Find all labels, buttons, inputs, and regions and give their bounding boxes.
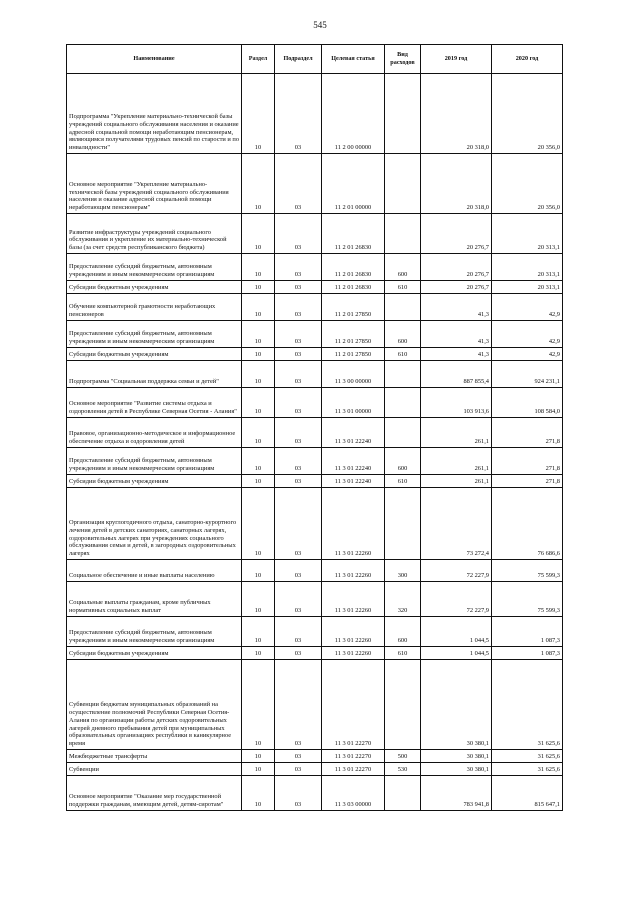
cell-2020: 20 313,1 [492, 214, 563, 254]
header-target-article: Целевая статья [322, 45, 385, 74]
cell-target-article: 11 3 01 22240 [322, 448, 385, 475]
table-row [67, 475, 563, 488]
cell-section: 10 [242, 348, 275, 361]
table-row [67, 361, 563, 388]
table-row [67, 321, 563, 348]
cell-target-article: 11 3 01 22270 [322, 750, 385, 763]
cell-section: 10 [242, 647, 275, 660]
cell-2019: 20 318,0 [421, 74, 492, 154]
cell-target-article: 11 3 01 22260 [322, 617, 385, 647]
table-row [67, 647, 563, 660]
cell-target-article: 11 2 01 27850 [322, 294, 385, 321]
cell-2020: 20 356,0 [492, 154, 563, 214]
cell-expense-type [385, 776, 421, 811]
header-expense-type: Вид расходов [385, 45, 421, 74]
cell-2020: 1 087,3 [492, 647, 563, 660]
cell-target-article: 11 2 01 26830 [322, 214, 385, 254]
cell-target-article: 11 3 01 22270 [322, 660, 385, 750]
cell-subsection: 03 [275, 776, 322, 811]
table-row [67, 560, 563, 582]
cell-name: Предоставление субсидий бюджетным, автономным учреждениям и иным некоммерческим организациям [67, 254, 242, 281]
cell-subsection: 03 [275, 214, 322, 254]
cell-2019: 20 276,7 [421, 281, 492, 294]
cell-section: 10 [242, 388, 275, 418]
cell-2020: 271,8 [492, 475, 563, 488]
cell-target-article: 11 2 01 27850 [322, 321, 385, 348]
cell-section: 10 [242, 750, 275, 763]
cell-2020: 31 625,6 [492, 763, 563, 776]
table-row [67, 154, 563, 214]
cell-2019: 30 380,1 [421, 763, 492, 776]
cell-section: 10 [242, 254, 275, 281]
cell-2019: 41,3 [421, 294, 492, 321]
cell-2019: 20 276,7 [421, 254, 492, 281]
cell-target-article: 11 2 00 00000 [322, 74, 385, 154]
cell-2020: 42,9 [492, 348, 563, 361]
cell-expense-type: 530 [385, 763, 421, 776]
cell-section: 10 [242, 418, 275, 448]
cell-section: 10 [242, 660, 275, 750]
cell-subsection: 03 [275, 475, 322, 488]
cell-expense-type: 300 [385, 560, 421, 582]
cell-2019: 261,1 [421, 475, 492, 488]
cell-target-article: 11 3 01 22240 [322, 418, 385, 448]
cell-name: Основное мероприятие "Оказание мер государственной поддержки гражданам, имеющим детей, детям-сиротам" [67, 776, 242, 811]
cell-subsection: 03 [275, 418, 322, 448]
table-header-row [67, 45, 563, 74]
cell-2020: 20 356,0 [492, 74, 563, 154]
cell-name: Подпрограмма "Социальная поддержка семьи и детей" [67, 361, 242, 388]
cell-section: 10 [242, 74, 275, 154]
cell-expense-type [385, 418, 421, 448]
cell-subsection: 03 [275, 617, 322, 647]
cell-section: 10 [242, 321, 275, 348]
cell-expense-type [385, 660, 421, 750]
table-row [67, 776, 563, 811]
cell-section: 10 [242, 582, 275, 617]
cell-2019: 30 380,1 [421, 750, 492, 763]
cell-target-article: 11 2 01 00000 [322, 154, 385, 214]
cell-section: 10 [242, 154, 275, 214]
cell-name: Межбюджетные трансферты [67, 750, 242, 763]
cell-2019: 72 227,9 [421, 560, 492, 582]
cell-subsection: 03 [275, 750, 322, 763]
cell-2019: 1 044,5 [421, 647, 492, 660]
cell-section: 10 [242, 617, 275, 647]
cell-name: Социальные выплаты гражданам, кроме публичных нормативных социальных выплат [67, 582, 242, 617]
cell-subsection: 03 [275, 647, 322, 660]
cell-section: 10 [242, 448, 275, 475]
cell-expense-type: 610 [385, 281, 421, 294]
cell-name: Обучение компьютерной грамотности неработающих пенсионеров [67, 294, 242, 321]
cell-expense-type: 600 [385, 448, 421, 475]
cell-2019: 20 276,7 [421, 214, 492, 254]
cell-expense-type: 500 [385, 750, 421, 763]
table-row [67, 418, 563, 448]
cell-expense-type [385, 488, 421, 560]
table-row [67, 388, 563, 418]
cell-section: 10 [242, 361, 275, 388]
table-row [67, 488, 563, 560]
cell-2019: 41,3 [421, 321, 492, 348]
cell-expense-type: 600 [385, 321, 421, 348]
cell-2019: 261,1 [421, 448, 492, 475]
header-subsection: Подраздел [275, 45, 322, 74]
cell-name: Субсидии бюджетным учреждениям [67, 348, 242, 361]
cell-expense-type: 610 [385, 475, 421, 488]
cell-2019: 73 272,4 [421, 488, 492, 560]
cell-subsection: 03 [275, 582, 322, 617]
cell-target-article: 11 3 01 22260 [322, 582, 385, 617]
table-row [67, 281, 563, 294]
table-body [67, 74, 563, 811]
cell-2020: 31 625,6 [492, 750, 563, 763]
cell-section: 10 [242, 294, 275, 321]
cell-2019: 261,1 [421, 418, 492, 448]
cell-2020: 1 087,3 [492, 617, 563, 647]
cell-target-article: 11 2 01 26830 [322, 281, 385, 294]
cell-name: Предоставление субсидий бюджетным, автономным учреждениям и иным некоммерческим организациям [67, 617, 242, 647]
budget-table [66, 44, 563, 811]
cell-name: Предоставление субсидий бюджетным, автономным учреждениям и иным некоммерческим организациям [67, 321, 242, 348]
cell-section: 10 [242, 475, 275, 488]
table-row [67, 750, 563, 763]
cell-expense-type [385, 294, 421, 321]
cell-name: Субвенции бюджетам муниципальных образований на осуществление полномочий Республики Северная Осетия-Алания по организации работы детских оздоровительных лагерей дневного пребывания детей при муниципальных образовательных организациях республики в каникулярное время [67, 660, 242, 750]
cell-name: Основное мероприятие "Развитие системы отдыха и оздоровления детей в Республике Северная Осетия - Алания" [67, 388, 242, 418]
cell-subsection: 03 [275, 488, 322, 560]
cell-2019: 783 941,8 [421, 776, 492, 811]
cell-2020: 75 599,3 [492, 582, 563, 617]
cell-expense-type [385, 154, 421, 214]
cell-target-article: 11 3 01 22270 [322, 763, 385, 776]
table-row [67, 448, 563, 475]
cell-2019: 887 855,4 [421, 361, 492, 388]
cell-name: Подпрограмма "Укрепление материально-технической базы учреждений социального обслуживания населения и оказание адресной социальной помощи неработающим пенсионерам, являющимся получателями трудовых пенсий по старости и по инвалидности" [67, 74, 242, 154]
cell-subsection: 03 [275, 281, 322, 294]
cell-2020: 42,9 [492, 321, 563, 348]
cell-name: Правовое, организационно-методическое и информационное обеспечение отдыха и оздоровления детей [67, 418, 242, 448]
table-row [67, 660, 563, 750]
cell-subsection: 03 [275, 763, 322, 776]
cell-expense-type [385, 74, 421, 154]
cell-expense-type: 320 [385, 582, 421, 617]
cell-section: 10 [242, 763, 275, 776]
cell-2020: 31 625,6 [492, 660, 563, 750]
cell-2020: 20 313,1 [492, 281, 563, 294]
cell-subsection: 03 [275, 361, 322, 388]
cell-name: Социальное обеспечение и иные выплаты населению [67, 560, 242, 582]
cell-section: 10 [242, 560, 275, 582]
cell-target-article: 11 3 01 22260 [322, 560, 385, 582]
table-row [67, 763, 563, 776]
page-number: 545 [313, 20, 327, 30]
cell-name: Субвенции [67, 763, 242, 776]
cell-name: Основное мероприятие "Укрепление материально-технической базы учреждений социального обслуживания населения и оказание адресной социальной помощи неработающим пенсионерам" [67, 154, 242, 214]
cell-subsection: 03 [275, 74, 322, 154]
header-name: Наименование [67, 45, 242, 74]
cell-2020: 42,9 [492, 294, 563, 321]
cell-subsection: 03 [275, 560, 322, 582]
cell-subsection: 03 [275, 388, 322, 418]
cell-target-article: 11 2 01 27850 [322, 348, 385, 361]
cell-2020: 924 231,1 [492, 361, 563, 388]
cell-2020: 20 313,1 [492, 254, 563, 281]
table-row [67, 294, 563, 321]
cell-2020: 271,8 [492, 418, 563, 448]
cell-2019: 41,3 [421, 348, 492, 361]
cell-expense-type: 600 [385, 254, 421, 281]
cell-2020: 815 647,1 [492, 776, 563, 811]
header-section: Раздел [242, 45, 275, 74]
cell-name: Субсидии бюджетным учреждениям [67, 475, 242, 488]
cell-2019: 20 318,0 [421, 154, 492, 214]
cell-subsection: 03 [275, 448, 322, 475]
cell-2019: 30 380,1 [421, 660, 492, 750]
table-row [67, 582, 563, 617]
table-row [67, 617, 563, 647]
table-row [67, 348, 563, 361]
cell-subsection: 03 [275, 154, 322, 214]
cell-expense-type: 600 [385, 617, 421, 647]
cell-2019: 103 913,6 [421, 388, 492, 418]
cell-subsection: 03 [275, 348, 322, 361]
cell-expense-type [385, 214, 421, 254]
cell-subsection: 03 [275, 321, 322, 348]
header-year-2019: 2019 год [421, 45, 492, 74]
cell-2020: 271,8 [492, 448, 563, 475]
cell-target-article: 11 3 01 00000 [322, 388, 385, 418]
table-row [67, 254, 563, 281]
cell-expense-type: 610 [385, 647, 421, 660]
cell-target-article: 11 3 03 00000 [322, 776, 385, 811]
cell-target-article: 11 3 01 22260 [322, 488, 385, 560]
cell-2020: 75 599,3 [492, 560, 563, 582]
cell-expense-type: 610 [385, 348, 421, 361]
cell-target-article: 11 3 01 22260 [322, 647, 385, 660]
cell-section: 10 [242, 488, 275, 560]
cell-2019: 1 044,5 [421, 617, 492, 647]
cell-name: Предоставление субсидий бюджетным, автономным учреждениям и иным некоммерческим организациям [67, 448, 242, 475]
cell-2020: 76 686,6 [492, 488, 563, 560]
cell-expense-type [385, 361, 421, 388]
cell-expense-type [385, 388, 421, 418]
cell-name: Развитие инфраструктуры учреждений социального обслуживания и укрепление их материально-технической базы (за счет средств республиканского бюджета) [67, 214, 242, 254]
cell-section: 10 [242, 281, 275, 294]
cell-subsection: 03 [275, 254, 322, 281]
table-row [67, 214, 563, 254]
cell-2019: 72 227,9 [421, 582, 492, 617]
cell-2020: 108 584,0 [492, 388, 563, 418]
cell-section: 10 [242, 776, 275, 811]
cell-subsection: 03 [275, 660, 322, 750]
header-year-2020: 2020 год [492, 45, 563, 74]
cell-name: Организация круглогодичного отдыха, санаторно-курортного лечения детей в детских санаториях, санаторных лагерях, оздоровительных лагерях при учреждениях социального обслуживания семьи и детей, в загородных оздоровительных лагерях [67, 488, 242, 560]
cell-target-article: 11 3 01 22240 [322, 475, 385, 488]
cell-name: Субсидии бюджетным учреждениям [67, 281, 242, 294]
cell-target-article: 11 3 00 00000 [322, 361, 385, 388]
table-row [67, 74, 563, 154]
cell-section: 10 [242, 214, 275, 254]
cell-name: Субсидии бюджетным учреждениям [67, 647, 242, 660]
cell-subsection: 03 [275, 294, 322, 321]
cell-target-article: 11 2 01 26830 [322, 254, 385, 281]
